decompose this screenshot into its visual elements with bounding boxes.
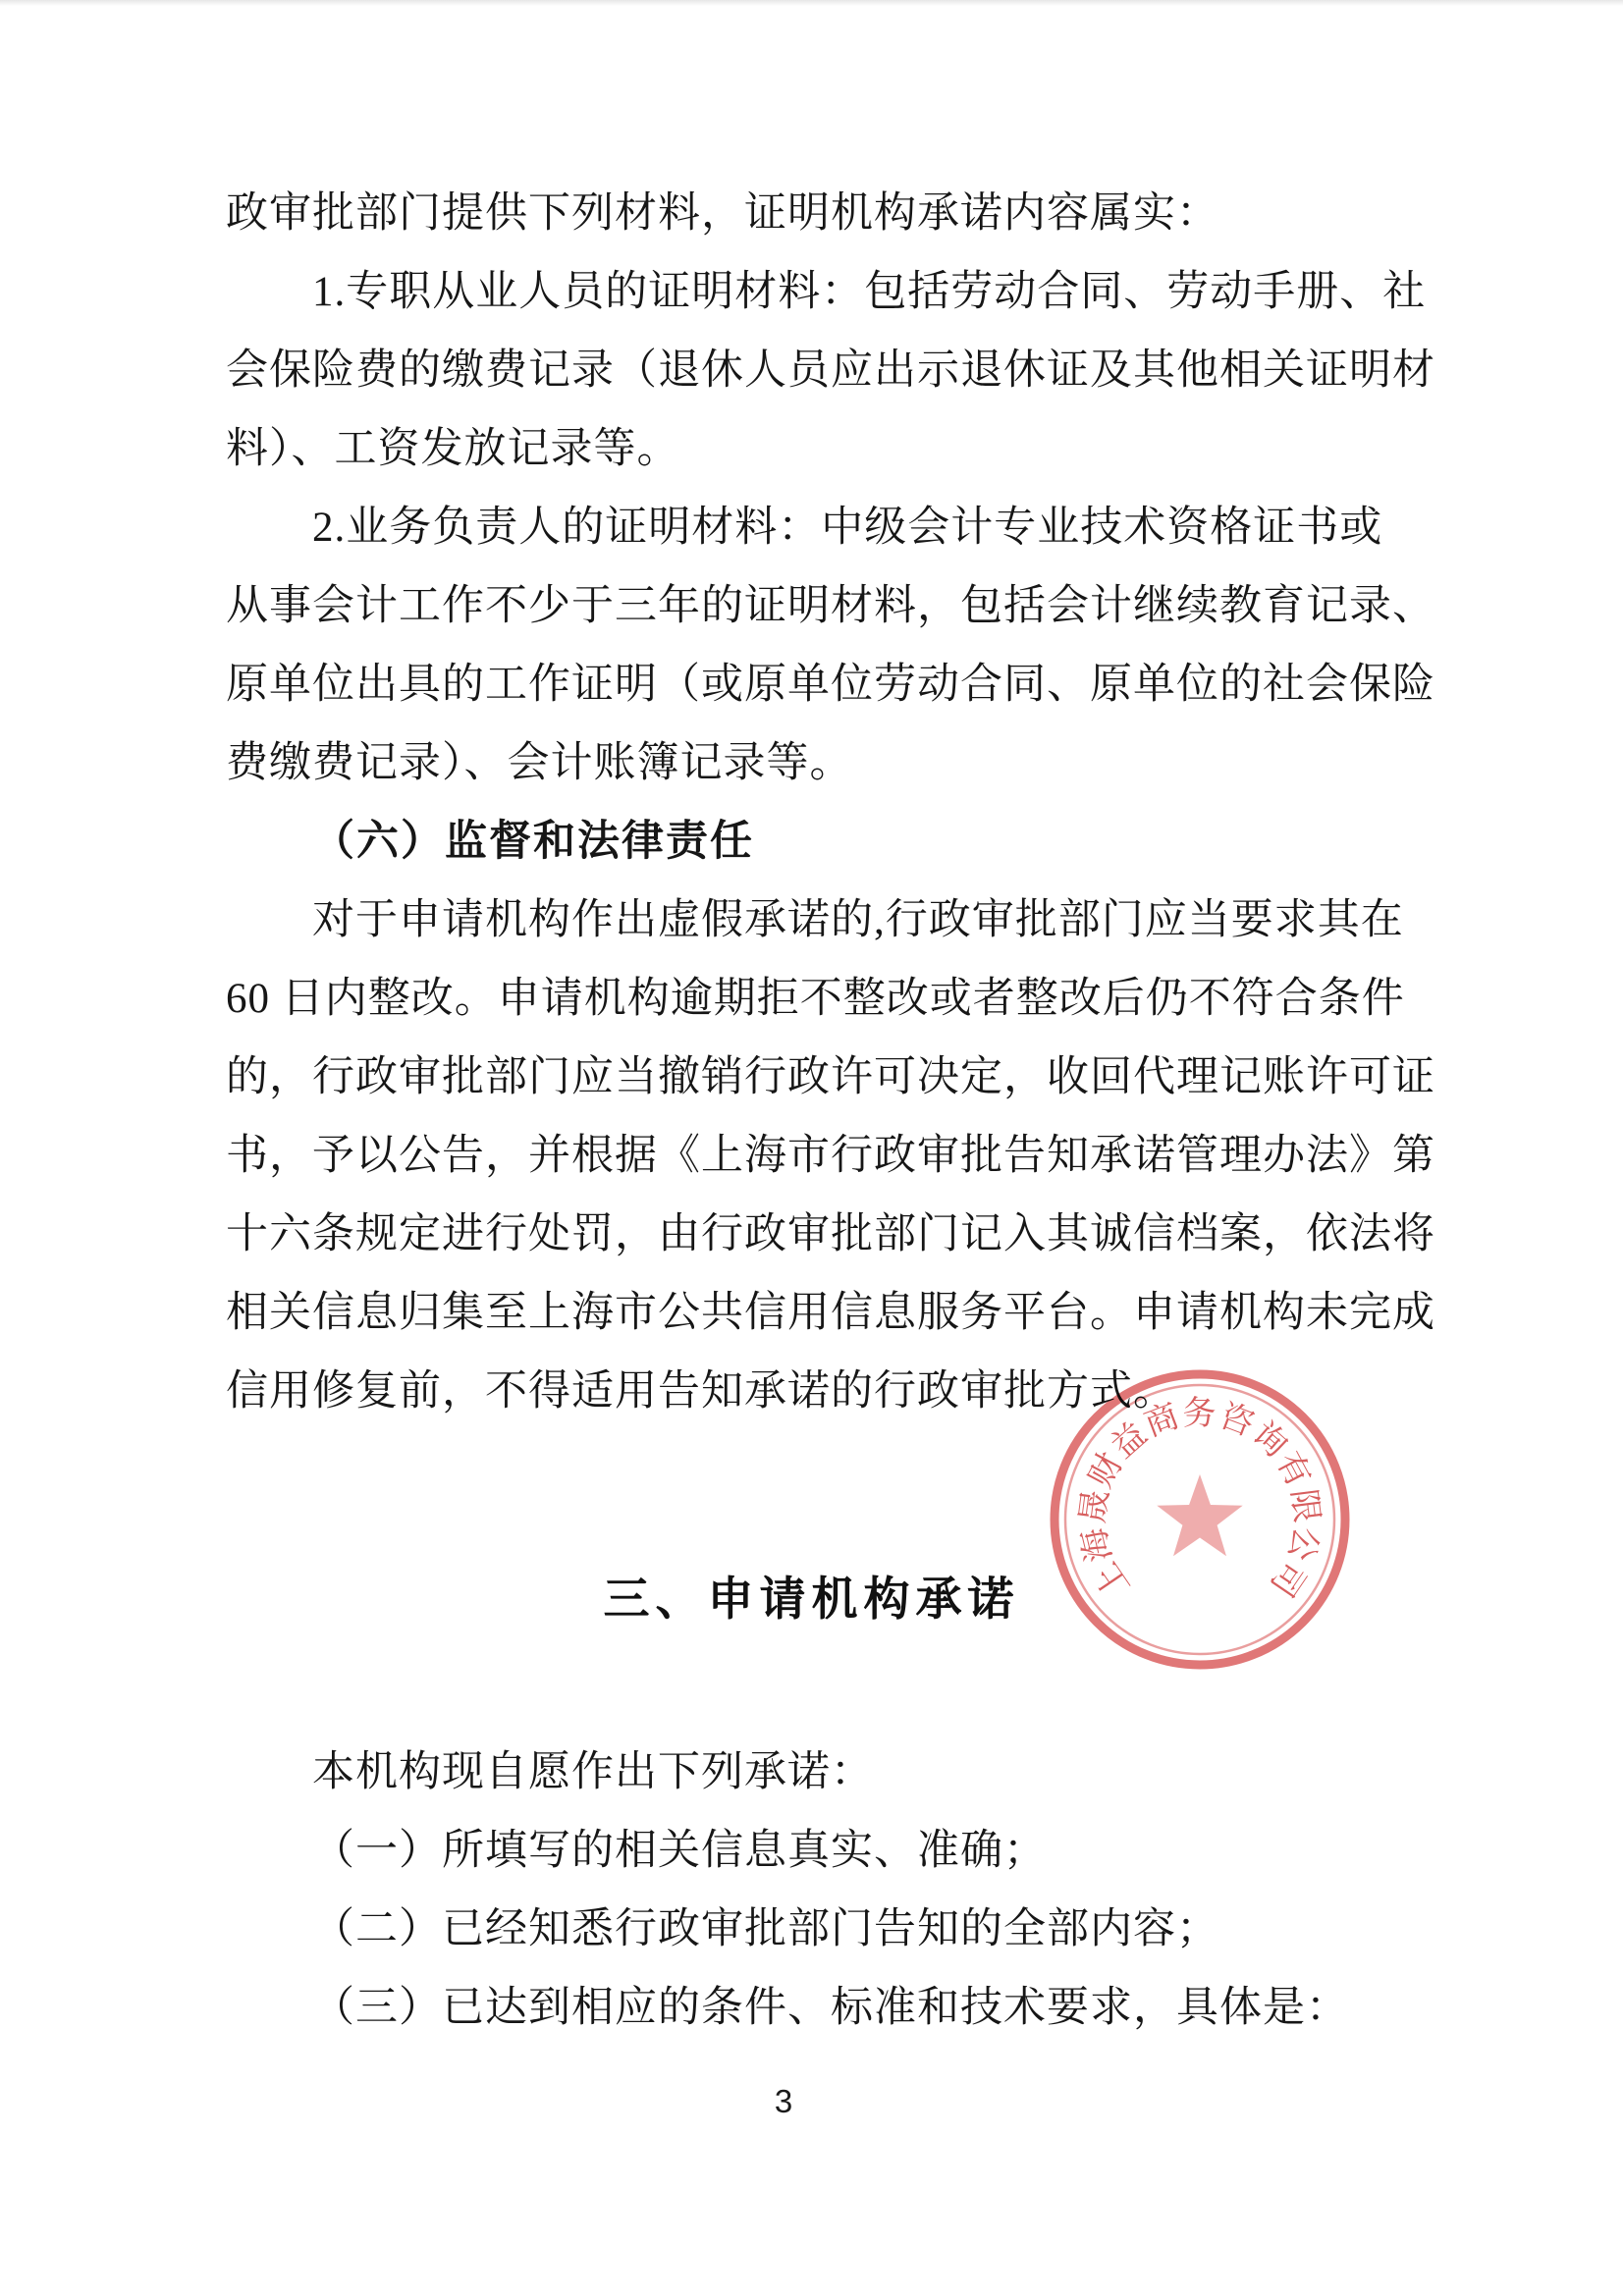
text-line: 60 日内整改。申请机构逾期拒不整改或者整改后仍不符合条件 bbox=[226, 976, 1405, 1022]
text-line: 2.业务负责人的证明材料：中级会计专业技术资格证书或 bbox=[312, 505, 1383, 551]
text-line: （三）已达到相应的条件、标准和技术要求，具体是： bbox=[312, 1985, 1349, 2031]
text-line: 信用修复前，不得适用告知承诺的行政审批方式。 bbox=[226, 1368, 1176, 1415]
text-line: 费缴费记录）、会计账簿记录等。 bbox=[226, 740, 853, 786]
text-line: 十六条规定进行处罚，由行政审批部门记入其诚信档案，依法将 bbox=[226, 1211, 1435, 1257]
scan-artifact-top bbox=[0, 0, 1623, 6]
text-line: 对于申请机构作出虚假承诺的,行政审批部门应当要求其在 bbox=[312, 897, 1404, 943]
text-line: （一）所填写的相关信息真实、准确； bbox=[312, 1828, 1047, 1874]
text-line: （二）已经知悉行政审批部门告知的全部内容； bbox=[312, 1906, 1219, 1952]
text-line: 的，行政审批部门应当撤销行政许可决定，收回代理记账许可证 bbox=[226, 1054, 1435, 1100]
text-line: 原单位出具的工作证明（或原单位劳动合同、原单位的社会保险 bbox=[226, 662, 1435, 708]
section-title: 三、申请机构承诺 bbox=[603, 1573, 1020, 1625]
text-line: 从事会计工作不少于三年的证明材料，包括会计继续教育记录、 bbox=[226, 583, 1435, 629]
text-line: 料）、工资发放记录等。 bbox=[226, 426, 680, 472]
seal-company-name: 上海晟财益商务咨询有限公司 bbox=[1074, 1395, 1325, 1604]
document-body-section1 bbox=[226, 175, 1435, 1431]
seal-star bbox=[1157, 1474, 1242, 1556]
text-line: 书，予以公告，并根据《上海市行政审批告知承诺管理办法》第 bbox=[226, 1133, 1435, 1179]
text-line: 政审批部门提供下列材料，证明机构承诺内容属实： bbox=[226, 190, 1219, 237]
text-line: 相关信息归集至上海市公共信用信息服务平台。申请机构未完成 bbox=[226, 1290, 1435, 1336]
text-line: 本机构现自愿作出下列承诺： bbox=[312, 1749, 874, 1795]
text-line: 会保险费的缴费记录（退休人员应出示退休证及其他相关证明材 bbox=[226, 347, 1435, 394]
document-body-section2 bbox=[226, 1734, 1394, 2048]
page-number: 3 bbox=[774, 2083, 793, 2119]
company-seal bbox=[1047, 1366, 1353, 1673]
section-heading: （六）监督和法律责任 bbox=[312, 819, 754, 865]
text-line: 1.专职从业人员的证明材料：包括劳动合同、劳动手册、社 bbox=[312, 269, 1427, 315]
